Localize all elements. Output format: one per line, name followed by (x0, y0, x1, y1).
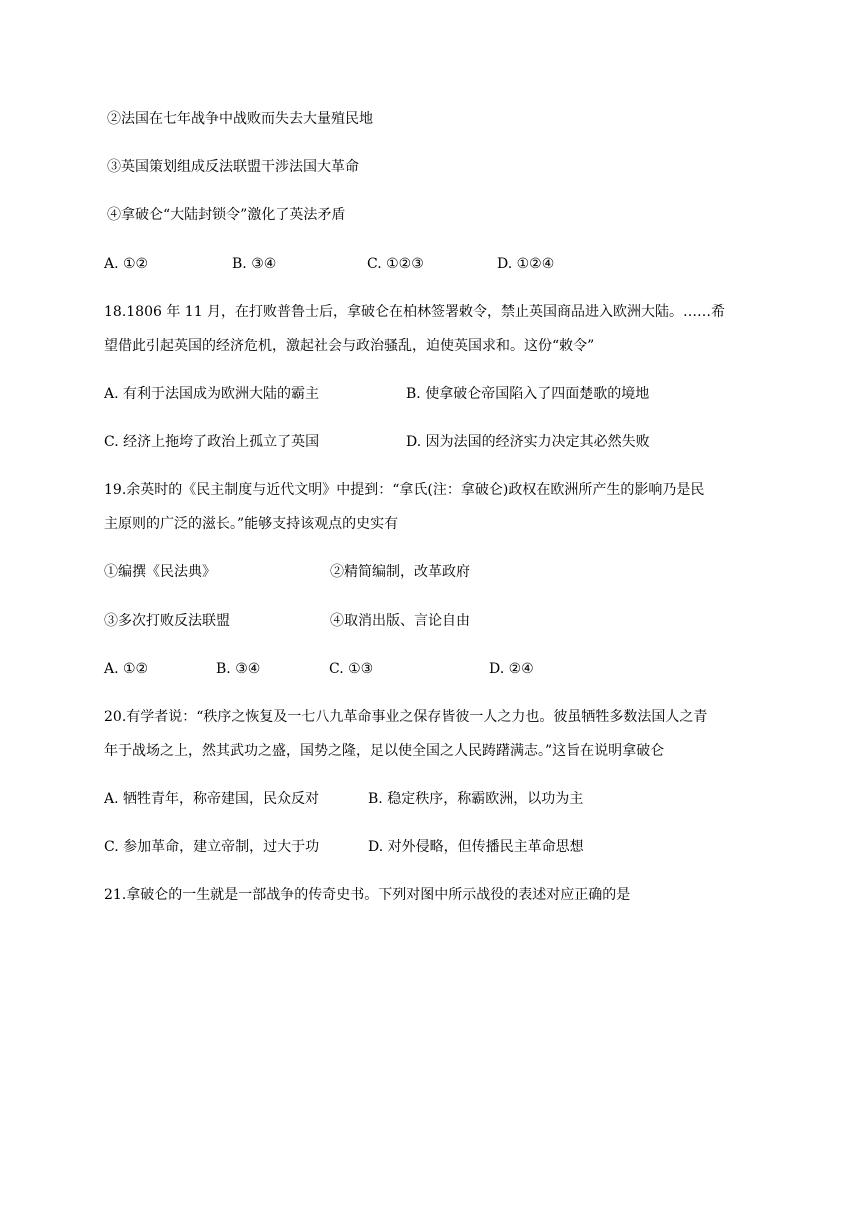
q18-option-c: C. 经济上拖垮了政治上孤立了英国 (104, 434, 320, 450)
q19-item-3: ③多次打败反法联盟 (104, 613, 230, 629)
q20-stem-line-1: 20.有学者说：“秩序之恢复及一七八九革命事业之保存皆彼一人之力也。彼虽牺牲多数法国人之青 (104, 709, 708, 725)
q19-option-d: D. ②④ (489, 661, 534, 677)
q17-option-a: A. ①② (104, 256, 149, 272)
q19-item-1: ①编撰《民法典》 (104, 564, 216, 580)
q19-option-c: C. ①③ (329, 661, 374, 677)
q17-item-4: ④拿破仑“大陆封锁令”激化了英法矛盾 (107, 207, 346, 223)
q20-option-d: D. 对外侵略，但传播民主革命思想 (368, 839, 584, 855)
q20-option-b: B. 稳定秩序，称霸欧洲，以功为主 (368, 791, 584, 807)
q18-option-b: B. 使拿破仑帝国陷入了四面楚歌的境地 (406, 386, 650, 402)
q19-stem-line-2: 主原则的广泛的滋长。”能够支持该观点的史实有 (104, 516, 399, 532)
q17-item-2: ②法国在七年战争中战败而失去大量殖民地 (107, 111, 373, 127)
q18-stem-line-1: 18.1806 年 11 月，在打败普鲁士后，拿破仑在柏林签署敕令，禁止英国商品进入欧洲大陆。……希 (104, 304, 726, 320)
q19-item-4: ④取消出版、言论自由 (330, 613, 470, 629)
q18-option-d: D. 因为法国的经济实力决定其必然失败 (406, 434, 650, 450)
q19-stem-line-1: 19.余英时的《民主制度与近代文明》中提到：“拿氏(注：拿破仑)政权在欧洲所产生的影响乃是民 (104, 482, 705, 498)
q17-option-b: B. ③④ (232, 256, 277, 272)
q21-stem-line-1: 21.拿破仑的一生就是一部战争的传奇史书。下列对图中所示战役的表述对应正确的是 (104, 887, 631, 903)
q20-stem-line-2: 年于战场之上，然其武功之盛，国势之隆，足以使全国之人民踌躇满志。”这旨在说明拿破仑 (104, 743, 665, 759)
q18-option-a: A. 有利于法国成为欧洲大陆的霸主 (104, 386, 320, 402)
q17-option-c: C. ①②③ (367, 256, 424, 272)
q19-item-2: ②精简编制，改革政府 (330, 564, 470, 580)
q20-option-a: A. 牺牲青年，称帝建国，民众反对 (104, 791, 320, 807)
q18-stem-line-2: 望借此引起英国的经济危机，激起社会与政治骚乱，迫使英国求和。这份“敕令” (104, 338, 595, 354)
q17-option-d: D. ①②④ (497, 256, 555, 272)
q19-option-b: B. ③④ (216, 661, 261, 677)
q20-option-c: C. 参加革命，建立帝制，过大于功 (104, 839, 320, 855)
q19-option-a: A. ①② (104, 661, 149, 677)
q17-item-3: ③英国策划组成反法联盟干涉法国大革命 (107, 159, 359, 175)
